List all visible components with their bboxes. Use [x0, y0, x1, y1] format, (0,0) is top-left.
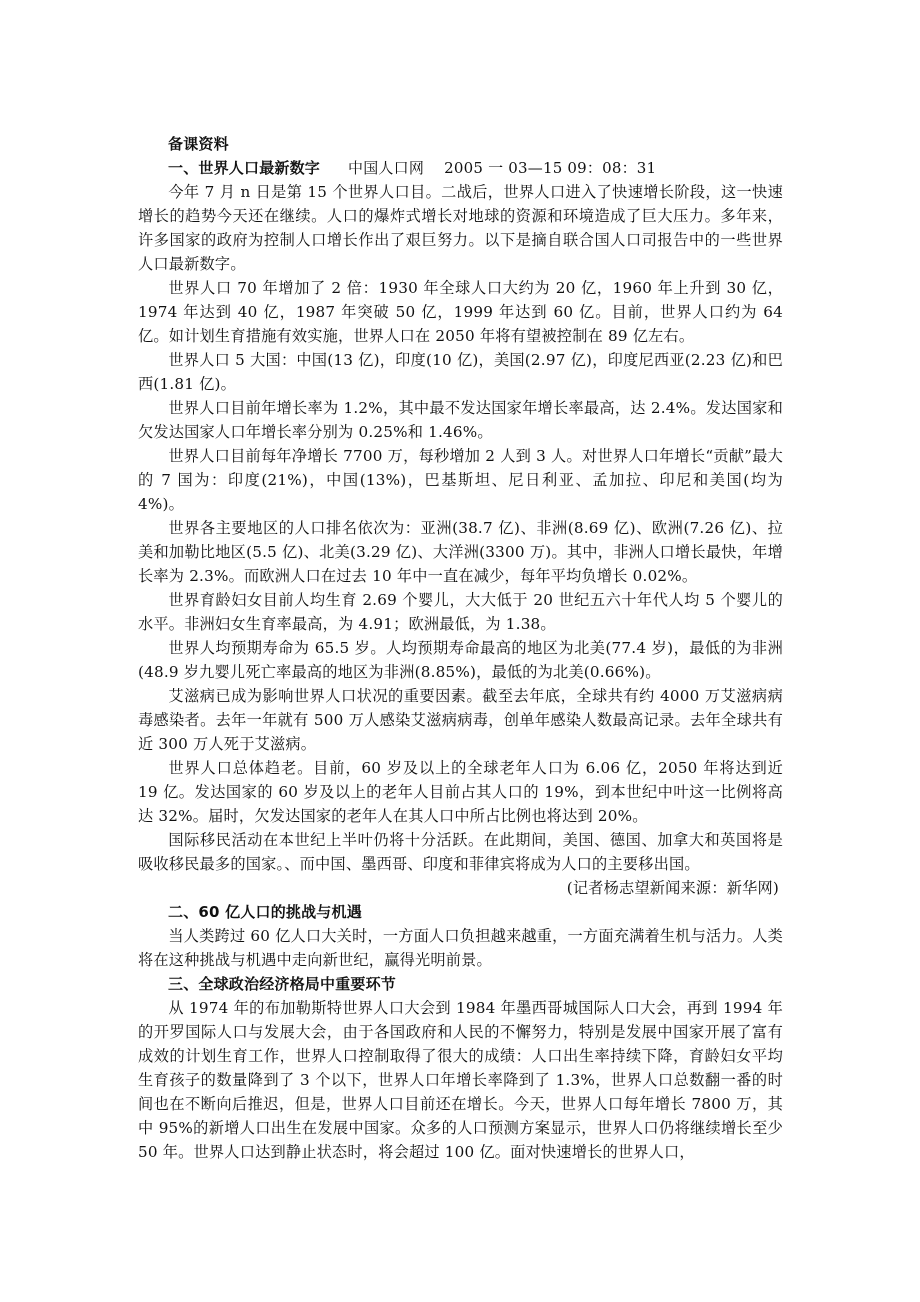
section-1-paragraph: 世界育龄妇女目前人均生育 2.69 个婴儿，大大低于 20 世纪五六十年代人均 5 个婴儿的水平。非洲妇女生育率最高，为 4.91；欧洲最低，为 1.38。	[138, 591, 783, 633]
section-1-paragraph: 艾滋病已成为影响世界人口状况的重要因素。截至去年底，全球共有约 4000 万艾滋病病毒感染者。去年一年就有 500 万人感染艾滋病病毒，创单年感染人数最高记录。去年全球共有近 300 万人死于艾滋病。	[138, 687, 783, 753]
section-1-heading: 一、世界人口最新数字	[168, 159, 321, 177]
section-1-paragraph: 世界人均预期寿命为 65.5 岁。人均预期寿命最高的地区为北美(77.4 岁)，最低的为非洲(48.9 岁九婴儿死亡率最高的地区为非洲(8.85%)，最低的为北美(0.66%)。	[138, 639, 783, 681]
section-1-meta: 中国人口网 2005 一 03—15 09：08：31	[348, 159, 657, 177]
section-1-paragraph: 世界人口目前每年净增长 7700 万，每秒增加 2 人到 3 人。对世界人口年增长“贡献”最大的 7 国为：印度(21%)，中国(13%)，巴基斯坦、尼日利亚、孟加拉、印尼和美国(均为 4%)。	[138, 447, 783, 513]
section-1-paragraph: 世界人口总体趋老。目前，60 岁及以上的全球老年人口为 6.06 亿，2050 年将达到近 19 亿。发达国家的 60 岁及以上的老年人目前占其人口的 19%，到本世纪中叶这一比例将高达 32%。届时，欠发达国家的老年人在其人口中所占比例也将达到 20%。	[138, 759, 783, 825]
section-1-paragraph: 世界人口 5 大国：中国(13 亿)，印度(10 亿)，美国(2.97 亿)，印度尼西亚(2.23 亿)和巴西(1.81 亿)。	[138, 351, 783, 393]
section-2-heading: 二、60 亿人口的挑战与机遇	[168, 903, 362, 921]
document-title: 备课资料	[168, 135, 229, 153]
section-3-heading: 三、全球政治经济格局中重要环节	[168, 975, 397, 993]
section-1-heading-line	[138, 156, 783, 180]
section-1-paragraph: 世界人口目前年增长率为 1.2%，其中最不发达国家年增长率最高，达 2.4%。发达国家和欠发达国家人口年增长率分别为 0.25%和 1.46%。	[138, 399, 783, 441]
section-1-paragraph: 国际移民活动在本世纪上半叶仍将十分活跃。在此期间，美国、德国、加拿大和英国将是吸收移民最多的国家。、而中国、墨西哥、印度和菲律宾将成为人口的主要移出国。	[138, 831, 783, 873]
document-page	[138, 132, 783, 1164]
section-1-paragraph: 今年 7 月 n 日是第 15 个世界人口目。二战后，世界人口进入了快速增长阶段，这一快速增长的趋势今天还在继续。人口的爆炸式增长对地球的资源和环境造成了巨大压力。多年来，许多国家的政府为控制人口增长作出了艰巨努力。以下是摘自联合国人口司报告中的一些世界人口最新数字。	[138, 183, 783, 273]
section-1-paragraph: 世界各主要地区的人口排名依次为：亚洲(38.7 亿)、非洲(8.69 亿)、欧洲(7.26 亿)、拉美和加勒比地区(5.5 亿)、北美(3.29 亿)、大洋洲(3300 万)。其中，非洲人口增长最快，年增长率为 2.3%。而欧洲人口在过去 10 年中一直在减少，每年平均负增长 0.02%。	[138, 519, 783, 585]
section-1-paragraph: 世界人口 70 年增加了 2 倍：1930 年全球人口大约为 20 亿，1960 年上升到 30 亿，1974 年达到 40 亿，1987 年突破 50 亿，1999 年达到 60 亿。目前，世界人口约为 64 亿。如计划生育措施有效实施，世界人口在 2050 年将有望被控制在 89 亿左右。	[138, 279, 783, 345]
section-3-paragraph: 从 1974 年的布加勒斯特世界人口大会到 1984 年墨西哥城国际人口大会，再到 1994 年的开罗国际人口与发展大会，由于各国政府和人民的不懈努力，特别是发展中国家开展了富有成效的计划生育工作，世界人口控制取得了很大的成绩：人口出生率持续下降，育龄妇女平均生育孩子的数量降到了 3 个以下，世界人口年增长率降到了 1.3%，世界人口总数翻一番的时间也在不断向后推迟，但是，世界人口目前还在增长。今天，世界人口每年增长 7800 万，其中 95%的新增人口出生在发展中国家。众多的人口预测方案显示，世界人口仍将继续增长至少 50 年。世界人口达到静止状态时，将会超过 100 亿。面对快速增长的世界人口，	[138, 999, 783, 1161]
section-2-paragraph: 当人类跨过 60 亿人口大关时，一方面人口负担越来越重，一方面充满着生机与活力。人类将在这种挑战与机遇中走向新世纪，赢得光明前景。	[138, 927, 783, 969]
source-note: (记者杨志望新闻来源：新华网)	[566, 879, 779, 897]
